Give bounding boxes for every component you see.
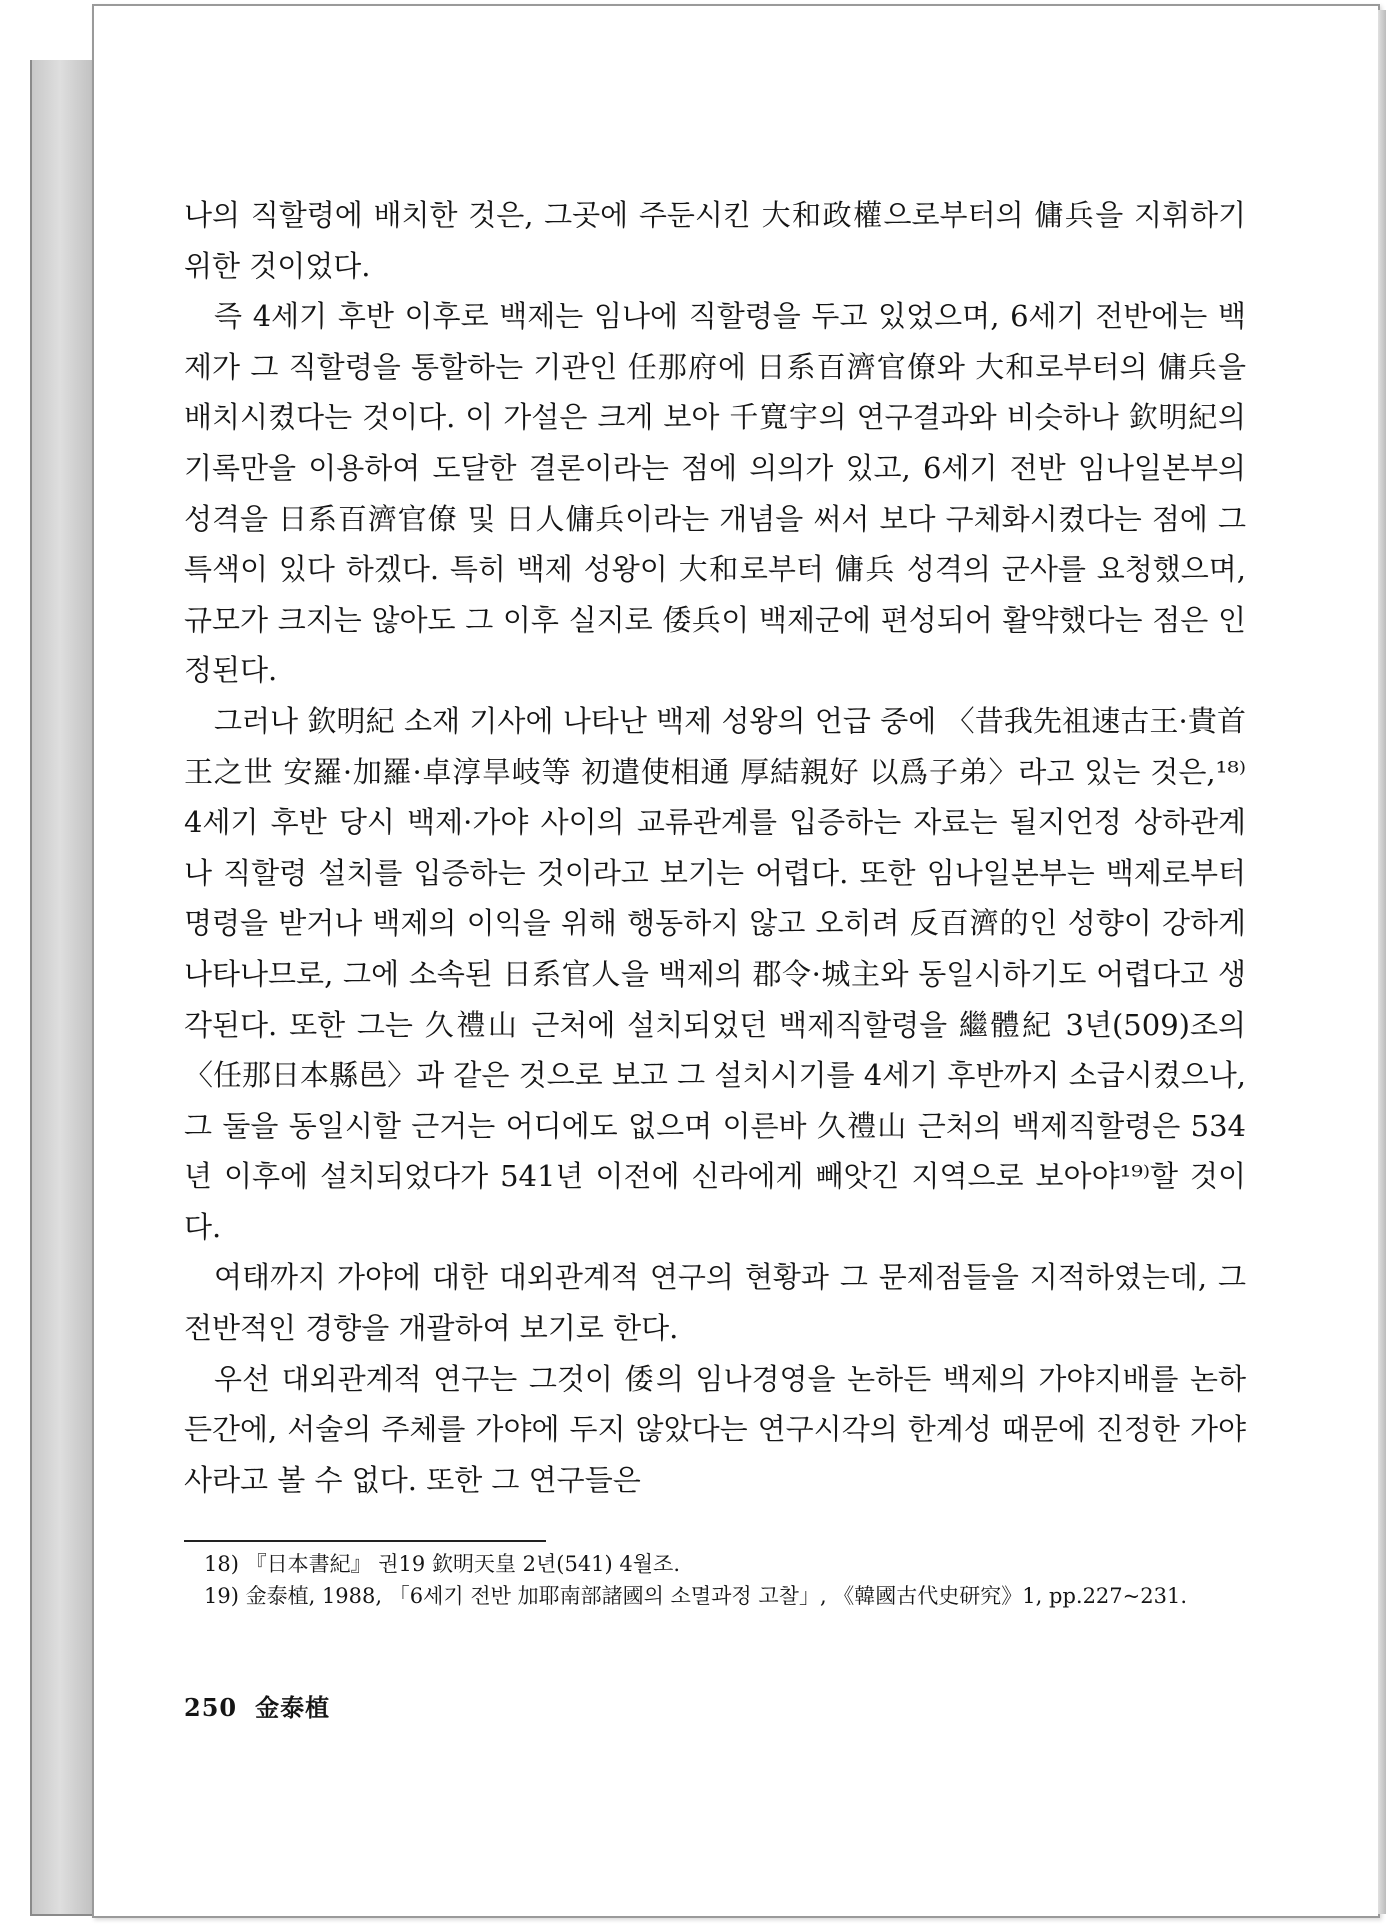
book-spine xyxy=(30,60,94,1916)
footnote-18: 18) 『日本書紀』 권19 欽明天皇 2년(541) 4월조. xyxy=(204,1552,681,1576)
page-footer xyxy=(184,1688,348,1723)
running-author: 金泰植 xyxy=(255,1693,331,1722)
body-text xyxy=(184,190,1246,1505)
paragraph-5: 우선 대외관계적 연구는 그것이 倭의 임나경영을 논하든 백제의 가야지배를 논하든간에, 서술의 주체를 가야에 두지 않았다는 연구시각의 한계성 때문에 진정한 가야사라고 볼 수 없다. 또한 그 연구들은 xyxy=(184,1361,1246,1497)
footnote-19: 19) 金泰植, 1988, 「6세기 전반 加耶南部諸國의 소멸과정 고찰」, 《韓國古代史研究》1, pp.227~231. xyxy=(204,1584,1187,1608)
footnotes xyxy=(204,1548,1248,1612)
paragraph-4: 여태까지 가야에 대한 대외관계적 연구의 현황과 그 문제점들을 지적하였는데, 그 전반적인 경향을 개괄하여 보기로 한다. xyxy=(184,1260,1246,1346)
paragraph-2: 즉 4세기 후반 이후로 백제는 임나에 직할령을 두고 있었으며, 6세기 전반에는 백제가 그 직할령을 통할하는 기관인 任那府에 日系百濟官僚와 大和로부터의 傭兵을 배치시켰다는 것이다. 이 가설은 크게 보아 千寬宇의 연구결과와 비슷하나 欽明紀의 기록만을 이용하여 도달한 결론이라는 점에 의의가 있고, 6세기 전반 임나일본부의 성격을 日系百濟官僚 및 日人傭兵이라는 개념을 써서 보다 구체화시켰다는 점에 그 특색이 있다 하겠다. 특히 백제 성왕이 大和로부터 傭兵 성격의 군사를 요청했으며, 규모가 크지는 않아도 그 이후 실지로 倭兵이 백제군에 편성되어 활약했다는 점은 인정된다. xyxy=(184,299,1246,688)
paragraph-3: 그러나 欽明紀 소재 기사에 나타난 백제 성왕의 언급 중에 〈昔我先祖速古王·貴首王之世 安羅·加羅·卓淳旱岐等 初遣使相通 厚結親好 以爲子弟〉라고 있는 것은,¹⁸⁾ 4세기 후반 당시 백제·가야 사이의 교류관계를 입증하는 자료는 될지언정 상하관계나 직할령 설치를 입증하는 것이라고 보기는 어렵다. 또한 임나일본부는 백제로부터 명령을 받거나 백제의 이익을 위해 행동하지 않고 오히려 反百濟的인 성향이 강하게 나타나므로, 그에 소속된 日系官人을 백제의 郡令·城主와 동일시하기도 어렵다고 생각된다. 또한 그는 久禮山 근처에 설치되었던 백제직할령을 繼體紀 3년(509)조의 〈任那日本縣邑〉과 같은 것으로 보고 그 설치시기를 4세기 후반까지 소급시켰으나, 그 둘을 동일시할 근거는 어디에도 없으며 이른바 久禮山 근처의 백제직할령은 534년 이후에 설치되었다가 541년 이전에 신라에게 빼앗긴 지역으로 보아야¹⁹⁾할 것이다. xyxy=(184,703,1246,1244)
page-edge xyxy=(1378,10,1386,1914)
footnote-divider xyxy=(184,1540,546,1542)
paragraph-1: 나의 직할령에 배치한 것은, 그곳에 주둔시킨 大和政權으로부터의 傭兵을 지휘하기 위한 것이었다. xyxy=(184,198,1246,283)
page-number: 250 xyxy=(184,1693,238,1722)
